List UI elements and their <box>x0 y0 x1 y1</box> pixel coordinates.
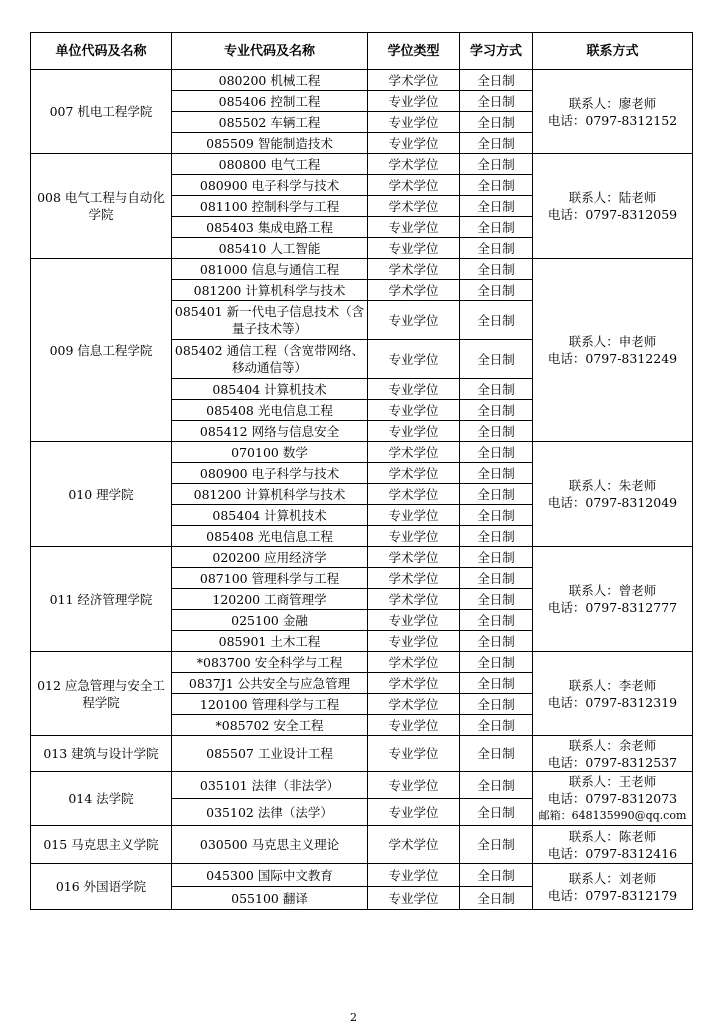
degree-cell: 学术学位 <box>368 547 460 568</box>
mode-cell: 全日制 <box>460 568 533 589</box>
contact-cell <box>533 736 693 772</box>
contact-cell <box>533 70 693 154</box>
contact-cell <box>533 154 693 259</box>
major-cell: 085901 土木工程 <box>172 631 368 652</box>
program-table <box>30 32 693 910</box>
degree-cell: 专业学位 <box>368 799 460 826</box>
degree-cell: 学术学位 <box>368 175 460 196</box>
major-cell: 070100 数学 <box>172 442 368 463</box>
degree-cell: 学术学位 <box>368 196 460 217</box>
major-cell: 085507 工业设计工程 <box>172 736 368 772</box>
major-cell: 087100 管理科学与工程 <box>172 568 368 589</box>
table-row <box>31 154 693 175</box>
major-cell: 035101 法律（非法学） <box>172 772 368 799</box>
major-cell: *083700 安全科学与工程 <box>172 652 368 673</box>
table-row <box>31 652 693 673</box>
degree-cell: 学术学位 <box>368 70 460 91</box>
degree-cell: 专业学位 <box>368 736 460 772</box>
header-degree: 学位类型 <box>368 33 460 70</box>
table-row <box>31 259 693 280</box>
mode-cell: 全日制 <box>460 505 533 526</box>
table-row <box>31 736 693 772</box>
major-cell: 045300 国际中文教育 <box>172 864 368 887</box>
major-cell: 085408 光电信息工程 <box>172 400 368 421</box>
degree-cell: 专业学位 <box>368 112 460 133</box>
major-cell: 080200 机械工程 <box>172 70 368 91</box>
major-cell: 025100 金融 <box>172 610 368 631</box>
major-cell: 081000 信息与通信工程 <box>172 259 368 280</box>
mode-cell: 全日制 <box>460 887 533 910</box>
contact-phone: 电话：0797-8312249 <box>547 351 678 366</box>
contact-cell <box>533 259 693 442</box>
contact-person: 联系人：陈老师 <box>568 828 657 844</box>
degree-cell: 学术学位 <box>368 652 460 673</box>
table-row <box>31 70 693 91</box>
contact-phone: 电话：0797-8312059 <box>547 207 678 222</box>
major-cell: 055100 翻译 <box>172 887 368 910</box>
mode-cell: 全日制 <box>460 547 533 568</box>
contact-email: 邮箱：648135990@qq.com <box>538 809 687 822</box>
unit-cell: 007 机电工程学院 <box>31 70 172 154</box>
header-unit: 单位代码及名称 <box>31 33 172 70</box>
mode-cell: 全日制 <box>460 610 533 631</box>
degree-cell: 专业学位 <box>368 301 460 340</box>
contact-phone: 电话：0797-8312319 <box>547 694 678 710</box>
unit-cell: 013 建筑与设计学院 <box>31 736 172 772</box>
degree-cell: 学术学位 <box>368 694 460 715</box>
unit-cell: 015 马克思主义学院 <box>31 826 172 864</box>
contact-phone: 电话：0797-8312777 <box>547 600 678 615</box>
table-row <box>31 442 693 463</box>
degree-cell: 学术学位 <box>368 442 460 463</box>
major-cell: 081200 计算机科学与技术 <box>172 280 368 301</box>
major-cell: 080900 电子科学与技术 <box>172 175 368 196</box>
mode-cell: 全日制 <box>460 442 533 463</box>
major-cell: 120100 管理科学与工程 <box>172 694 368 715</box>
degree-cell: 学术学位 <box>368 280 460 301</box>
contact-phone: 电话：0797-8312049 <box>547 495 678 510</box>
unit-cell: 010 理学院 <box>31 442 172 547</box>
contact-cell <box>533 864 693 910</box>
contact-cell <box>533 547 693 652</box>
mode-cell: 全日制 <box>460 673 533 694</box>
major-cell: *085702 安全工程 <box>172 715 368 736</box>
mode-cell: 全日制 <box>460 400 533 421</box>
mode-cell: 全日制 <box>460 340 533 379</box>
degree-cell: 学术学位 <box>368 154 460 175</box>
contact-phone: 电话：0797-8312416 <box>547 845 678 861</box>
degree-cell: 学术学位 <box>368 484 460 505</box>
contact-phone: 电话：0797-8312152 <box>547 112 678 128</box>
mode-cell: 全日制 <box>460 196 533 217</box>
degree-cell: 学术学位 <box>368 463 460 484</box>
degree-cell: 专业学位 <box>368 217 460 238</box>
major-cell: 080900 电子科学与技术 <box>172 463 368 484</box>
contact-cell <box>533 772 693 826</box>
major-cell: 085410 人工智能 <box>172 238 368 259</box>
unit-cell: 016 外国语学院 <box>31 864 172 910</box>
mode-cell: 全日制 <box>460 589 533 610</box>
major-cell: 085412 网络与信息安全 <box>172 421 368 442</box>
table-row <box>31 772 693 799</box>
contact-phone: 电话：0797-8312073 <box>547 791 678 806</box>
contact-cell <box>533 826 693 864</box>
degree-cell: 专业学位 <box>368 887 460 910</box>
major-cell: 081100 控制科学与工程 <box>172 196 368 217</box>
degree-cell: 专业学位 <box>368 864 460 887</box>
header-major: 专业代码及名称 <box>172 33 368 70</box>
degree-cell: 专业学位 <box>368 715 460 736</box>
major-cell: 085402 通信工程（含宽带网络、移动通信等） <box>172 340 368 379</box>
mode-cell: 全日制 <box>460 217 533 238</box>
degree-cell: 专业学位 <box>368 610 460 631</box>
mode-cell: 全日制 <box>460 484 533 505</box>
mode-cell: 全日制 <box>460 112 533 133</box>
mode-cell: 全日制 <box>460 301 533 340</box>
major-cell: 081200 计算机科学与技术 <box>172 484 368 505</box>
mode-cell: 全日制 <box>460 91 533 112</box>
contact-person: 联系人：陆老师 <box>568 190 657 205</box>
contact-person: 联系人：李老师 <box>568 677 657 693</box>
table-row <box>31 864 693 887</box>
mode-cell: 全日制 <box>460 652 533 673</box>
degree-cell: 学术学位 <box>368 589 460 610</box>
degree-cell: 专业学位 <box>368 400 460 421</box>
mode-cell: 全日制 <box>460 631 533 652</box>
major-cell: 085509 智能制造技术 <box>172 133 368 154</box>
mode-cell: 全日制 <box>460 694 533 715</box>
contact-person: 联系人：刘老师 <box>568 870 657 886</box>
mode-cell: 全日制 <box>460 421 533 442</box>
degree-cell: 专业学位 <box>368 631 460 652</box>
mode-cell: 全日制 <box>460 715 533 736</box>
mode-cell: 全日制 <box>460 826 533 864</box>
degree-cell: 学术学位 <box>368 673 460 694</box>
major-cell: 085404 计算机技术 <box>172 379 368 400</box>
contact-person: 联系人：曾老师 <box>568 583 657 598</box>
page-number: 2 <box>350 1011 357 1024</box>
contact-person: 联系人：申老师 <box>568 334 657 349</box>
mode-cell: 全日制 <box>460 799 533 826</box>
unit-cell: 011 经济管理学院 <box>31 547 172 652</box>
contact-person: 联系人：余老师 <box>568 737 657 753</box>
major-cell: 085406 控制工程 <box>172 91 368 112</box>
mode-cell: 全日制 <box>460 154 533 175</box>
major-cell: 085408 光电信息工程 <box>172 526 368 547</box>
mode-cell: 全日制 <box>460 526 533 547</box>
degree-cell: 专业学位 <box>368 526 460 547</box>
degree-cell: 学术学位 <box>368 259 460 280</box>
unit-cell: 009 信息工程学院 <box>31 259 172 442</box>
major-cell: 080800 电气工程 <box>172 154 368 175</box>
degree-cell: 专业学位 <box>368 772 460 799</box>
table-row <box>31 826 693 864</box>
mode-cell: 全日制 <box>460 133 533 154</box>
table-body <box>31 70 693 910</box>
major-cell: 0837J1 公共安全与应急管理 <box>172 673 368 694</box>
major-cell: 020200 应用经济学 <box>172 547 368 568</box>
contact-phone: 电话：0797-8312179 <box>547 887 678 903</box>
degree-cell: 专业学位 <box>368 91 460 112</box>
major-cell: 085502 车辆工程 <box>172 112 368 133</box>
major-cell: 035102 法律（法学） <box>172 799 368 826</box>
contact-cell <box>533 652 693 736</box>
mode-cell: 全日制 <box>460 736 533 772</box>
unit-cell: 014 法学院 <box>31 772 172 826</box>
contact-cell <box>533 442 693 547</box>
major-cell: 085404 计算机技术 <box>172 505 368 526</box>
degree-cell: 专业学位 <box>368 133 460 154</box>
contact-person: 联系人：朱老师 <box>568 478 657 493</box>
header-mode: 学习方式 <box>460 33 533 70</box>
contact-person: 联系人：王老师 <box>568 774 657 789</box>
major-cell: 030500 马克思主义理论 <box>172 826 368 864</box>
major-cell: 085401 新一代电子信息技术（含量子技术等） <box>172 301 368 340</box>
degree-cell: 学术学位 <box>368 568 460 589</box>
degree-cell: 专业学位 <box>368 340 460 379</box>
unit-cell: 012 应急管理与安全工程学院 <box>31 652 172 736</box>
mode-cell: 全日制 <box>460 280 533 301</box>
header-row <box>31 33 693 70</box>
mode-cell: 全日制 <box>460 772 533 799</box>
mode-cell: 全日制 <box>460 70 533 91</box>
mode-cell: 全日制 <box>460 463 533 484</box>
mode-cell: 全日制 <box>460 175 533 196</box>
contact-phone: 电话：0797-8312537 <box>547 754 678 770</box>
mode-cell: 全日制 <box>460 238 533 259</box>
major-cell: 120200 工商管理学 <box>172 589 368 610</box>
contact-person: 联系人：廖老师 <box>568 95 657 111</box>
mode-cell: 全日制 <box>460 379 533 400</box>
header-contact: 联系方式 <box>533 33 693 70</box>
degree-cell: 专业学位 <box>368 505 460 526</box>
unit-cell: 008 电气工程与自动化学院 <box>31 154 172 259</box>
degree-cell: 学术学位 <box>368 826 460 864</box>
degree-cell: 专业学位 <box>368 379 460 400</box>
degree-cell: 专业学位 <box>368 238 460 259</box>
major-cell: 085403 集成电路工程 <box>172 217 368 238</box>
mode-cell: 全日制 <box>460 259 533 280</box>
mode-cell: 全日制 <box>460 864 533 887</box>
table-row <box>31 547 693 568</box>
degree-cell: 专业学位 <box>368 421 460 442</box>
